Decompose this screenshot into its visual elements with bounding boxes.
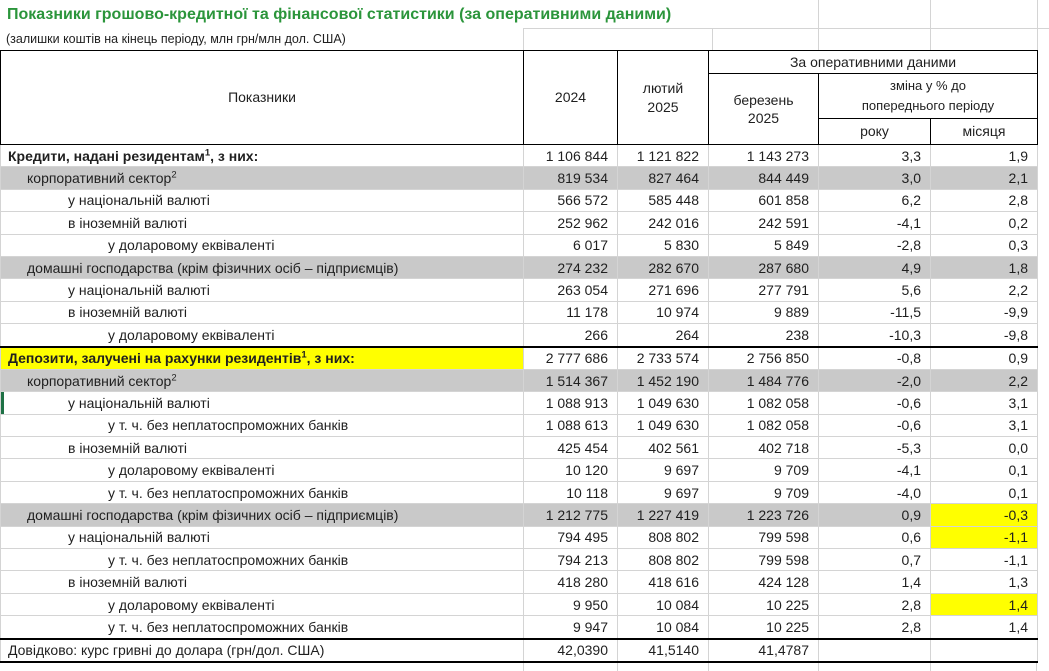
row-label[interactable]: Депозити, залучені на рахунки резидентів$^1$, з них: [1,347,524,370]
header-change-year[interactable]: року [819,119,931,145]
row-label[interactable]: домашні господарства (крім фізичних осіб – підприємців) [1,504,524,526]
value-cell[interactable]: 1 484 776 [709,369,819,391]
value-cell[interactable]: 9 709 [709,481,819,503]
header-line: березень [733,91,794,108]
value-cell[interactable]: 1 082 058 [709,392,819,414]
table-row [1,256,1038,278]
value-cell[interactable]: -2,0 [819,369,931,391]
value-cell[interactable]: -11,5 [819,301,931,323]
value-cell[interactable]: 1 082 058 [709,414,819,436]
value-cell[interactable]: 6,2 [819,189,931,211]
value-cell[interactable]: -9,9 [931,301,1038,323]
header-2024[interactable]: 2024 [524,51,618,145]
value-cell[interactable]: 6 017 [524,234,618,256]
value-cell[interactable]: 2 756 850 [709,347,819,370]
value-cell[interactable]: 794 495 [524,526,618,548]
sheet-gridline [523,29,524,50]
table-row [1,212,1038,234]
value-cell[interactable]: 1 049 630 [618,414,709,436]
header-indicators[interactable]: Показники [1,51,524,145]
table-row [1,616,1038,639]
value-cell[interactable]: 10 084 [618,593,709,615]
table-row [1,369,1038,391]
value-cell[interactable]: 10 225 [709,593,819,615]
sheet-gridline [818,663,819,671]
footnote-marker: 1 [204,147,211,159]
header-mar-2025[interactable] [709,74,819,145]
header-line: попереднього періоду [861,98,995,113]
value-cell[interactable]: 242 016 [618,212,709,234]
value-cell[interactable]: 0,9 [931,347,1038,370]
page-subtitle: (залишки коштів на кінець періоду, млн грн/млн дол. США) [6,32,346,46]
value-cell[interactable]: 242 591 [709,212,819,234]
value-cell[interactable]: 2,8 [819,616,931,639]
value-cell[interactable]: -1,1 [931,549,1038,571]
value-cell[interactable]: 799 598 [709,526,819,548]
row-label[interactable]: у доларовому еквіваленті [1,593,524,615]
value-cell[interactable]: -0,8 [819,347,931,370]
table-row [1,167,1038,189]
row-label[interactable]: у т. ч. без неплатоспроможних банків [1,481,524,503]
table-row [1,459,1038,481]
row-label[interactable]: Кредити, надані резидентам$^1$, з них: [1,145,524,167]
row-label[interactable]: у т. ч. без неплатоспроможних банків [1,616,524,639]
row-label[interactable]: у доларовому еквіваленті [1,324,524,347]
row-label[interactable]: корпоративний сектор$^2$ [1,369,524,391]
value-cell[interactable]: 2,1 [931,167,1038,189]
value-cell[interactable]: 827 464 [618,167,709,189]
sheet-gridline [818,29,819,50]
table-row [1,279,1038,301]
table-row [1,571,1038,593]
value-cell[interactable]: 1 452 190 [618,369,709,391]
value-cell[interactable]: 10 084 [618,616,709,639]
value-cell[interactable]: 3,0 [819,167,931,189]
value-cell[interactable]: 425 454 [524,437,618,459]
header-line: лютий [642,80,684,97]
row-label[interactable]: домашні господарства (крім фізичних осіб – підприємців) [1,256,524,278]
row-label[interactable]: в іноземній валюті [1,571,524,593]
table-row [1,437,1038,459]
row-label[interactable]: у т. ч. без неплатоспроможних банків [1,549,524,571]
statistics-table [0,50,1038,663]
value-cell[interactable]: 11 178 [524,301,618,323]
value-cell[interactable]: 238 [709,324,819,347]
sheet-gridline [930,29,931,50]
value-cell[interactable]: -1,1 [931,526,1038,548]
row-label[interactable]: Довідково: курс гривні до долара (грн/дол. США) [1,639,524,662]
row-label[interactable]: в іноземній валюті [1,437,524,459]
value-cell[interactable]: 1 121 822 [618,145,709,167]
value-cell[interactable]: 808 802 [618,549,709,571]
value-cell[interactable]: 264 [618,324,709,347]
value-cell[interactable]: 1 049 630 [618,392,709,414]
partial-row [0,662,1049,671]
value-cell[interactable]: 1,9 [931,145,1038,167]
value-cell[interactable]: -4,1 [819,459,931,481]
table-row [1,145,1038,167]
value-cell[interactable]: 9 889 [709,301,819,323]
value-cell[interactable]: 1,4 [819,571,931,593]
value-cell[interactable]: 2,2 [931,279,1038,301]
value-cell[interactable]: 1,3 [931,571,1038,593]
value-cell[interactable]: 2,8 [819,593,931,615]
row-label[interactable]: у національній валюті [1,526,524,548]
value-cell[interactable]: 41,4787 [709,639,819,662]
table-row [1,593,1038,615]
footnote-marker: 2 [171,371,177,383]
row-label[interactable]: в іноземній валюті [1,212,524,234]
value-cell[interactable]: 601 858 [709,189,819,211]
table-row [1,347,1038,370]
value-cell[interactable]: 819 534 [524,167,618,189]
row-label[interactable]: у національній валюті [1,392,524,414]
sheet-gridline [930,0,931,29]
value-cell[interactable]: 277 791 [709,279,819,301]
value-cell[interactable]: -2,8 [819,234,931,256]
value-cell[interactable]: 1,8 [931,256,1038,278]
value-cell[interactable]: 418 280 [524,571,618,593]
table-row [1,234,1038,256]
value-cell[interactable]: 3,1 [931,414,1038,436]
value-cell[interactable]: 1 088 613 [524,414,618,436]
header-feb-2025[interactable] [618,51,709,145]
value-cell[interactable]: 10 118 [524,481,618,503]
value-cell[interactable]: 0,1 [931,459,1038,481]
sheet-gridline [523,663,524,671]
value-cell[interactable]: 2,2 [931,369,1038,391]
sheet-gridline [617,663,618,671]
value-cell[interactable]: 1 514 367 [524,369,618,391]
value-cell[interactable]: 0,2 [931,212,1038,234]
footnote-marker: 1 [301,349,307,361]
value-cell[interactable]: 1,4 [931,616,1038,639]
sheet-gridline [708,663,709,671]
value-cell[interactable]: 2 733 574 [618,347,709,370]
table-row [1,639,1038,662]
value-cell[interactable]: 9 697 [618,481,709,503]
header-line: 2025 [747,110,780,126]
sheet-gridline [818,0,819,29]
value-cell[interactable]: -0,6 [819,414,931,436]
value-cell[interactable]: 0,7 [819,549,931,571]
header-change-month[interactable]: місяця [931,119,1038,145]
table-row [1,549,1038,571]
value-cell[interactable]: 1 212 775 [524,504,618,526]
value-cell[interactable]: 1 227 419 [618,504,709,526]
value-cell[interactable]: 402 718 [709,437,819,459]
value-cell[interactable]: 424 128 [709,571,819,593]
header-operational-banner[interactable]: За оперативними даними [709,51,1038,74]
table-row [1,504,1038,526]
row-label[interactable]: в іноземній валюті [1,301,524,323]
value-cell[interactable]: 566 572 [524,189,618,211]
row-label[interactable]: у доларовому еквіваленті [1,459,524,481]
value-cell[interactable]: 2,8 [931,189,1038,211]
header-change-label[interactable] [819,74,1038,119]
value-cell[interactable]: 4,9 [819,256,931,278]
value-cell[interactable]: 263 054 [524,279,618,301]
value-cell[interactable]: 266 [524,324,618,347]
header-line: зміна у % до [890,77,966,93]
value-cell[interactable]: 287 680 [709,256,819,278]
sheet-gridline [1037,0,1038,29]
value-cell[interactable]: -4,1 [819,212,931,234]
value-cell[interactable] [819,639,931,662]
value-cell[interactable]: 1 088 913 [524,392,618,414]
table-row [1,526,1038,548]
value-cell[interactable]: 808 802 [618,526,709,548]
value-cell[interactable]: 844 449 [709,167,819,189]
value-cell[interactable]: 42,0390 [524,639,618,662]
table-row [1,481,1038,503]
table-row [1,324,1038,347]
value-cell[interactable] [931,639,1038,662]
value-cell[interactable]: 0,1 [931,481,1038,503]
value-cell[interactable]: 274 232 [524,256,618,278]
value-cell[interactable]: -5,3 [819,437,931,459]
value-cell[interactable]: 252 962 [524,212,618,234]
value-cell[interactable]: 794 213 [524,549,618,571]
table-body [1,145,1038,662]
value-cell[interactable]: -10,3 [819,324,931,347]
value-cell[interactable]: 1 106 844 [524,145,618,167]
value-cell[interactable]: 585 448 [618,189,709,211]
title-band [0,0,1049,29]
value-cell[interactable]: 271 696 [618,279,709,301]
value-cell[interactable]: 5 849 [709,234,819,256]
value-cell[interactable]: 9 709 [709,459,819,481]
row-label[interactable]: у національній валюті [1,279,524,301]
value-cell[interactable]: 0,6 [819,526,931,548]
table-row [1,189,1038,211]
row-label[interactable]: корпоративний сектор$^2$ [1,167,524,189]
value-cell[interactable]: 402 561 [618,437,709,459]
value-cell[interactable]: -0,3 [931,504,1038,526]
row-label[interactable]: у т. ч. без неплатоспроможних банків [1,414,524,436]
value-cell[interactable]: 799 598 [709,549,819,571]
table-row [1,392,1038,414]
value-cell[interactable]: 1 223 726 [709,504,819,526]
value-cell[interactable]: 0,0 [931,437,1038,459]
value-cell[interactable]: 3,3 [819,145,931,167]
value-cell[interactable]: 1 143 273 [709,145,819,167]
value-cell[interactable]: 3,1 [931,392,1038,414]
value-cell[interactable]: -0,6 [819,392,931,414]
sheet-gridline [1036,663,1037,671]
value-cell[interactable]: -4,0 [819,481,931,503]
value-cell[interactable]: 10 225 [709,616,819,639]
value-cell[interactable]: 0,3 [931,234,1038,256]
sheet-gridline [1037,29,1038,50]
header-line: 2025 [647,98,679,115]
value-cell[interactable]: 5,6 [819,279,931,301]
sheet-gridline [930,663,931,671]
value-cell[interactable]: -9,8 [931,324,1038,347]
table-row [1,301,1038,323]
value-cell[interactable]: 5 830 [618,234,709,256]
value-cell[interactable]: 282 670 [618,256,709,278]
row-label[interactable]: у національній валюті [1,189,524,211]
sheet-gridline [712,29,713,50]
value-cell[interactable]: 9 697 [618,459,709,481]
value-cell[interactable]: 41,5140 [618,639,709,662]
value-cell[interactable]: 10 120 [524,459,618,481]
value-cell[interactable]: 10 974 [618,301,709,323]
table-row [1,414,1038,436]
value-cell[interactable]: 9 950 [524,593,618,615]
footnote-marker: 2 [171,169,177,181]
table-header [1,51,1038,145]
page-title: Показники грошово-кредитної та фінансової статистики (за оперативними даними) [7,6,672,23]
value-cell[interactable]: 1,4 [931,593,1038,615]
value-cell[interactable]: 2 777 686 [524,347,618,370]
value-cell[interactable]: 0,9 [819,504,931,526]
subtitle-band [0,29,1049,50]
value-cell[interactable]: 9 947 [524,616,618,639]
value-cell[interactable]: 418 616 [618,571,709,593]
row-label[interactable]: у доларовому еквіваленті [1,234,524,256]
